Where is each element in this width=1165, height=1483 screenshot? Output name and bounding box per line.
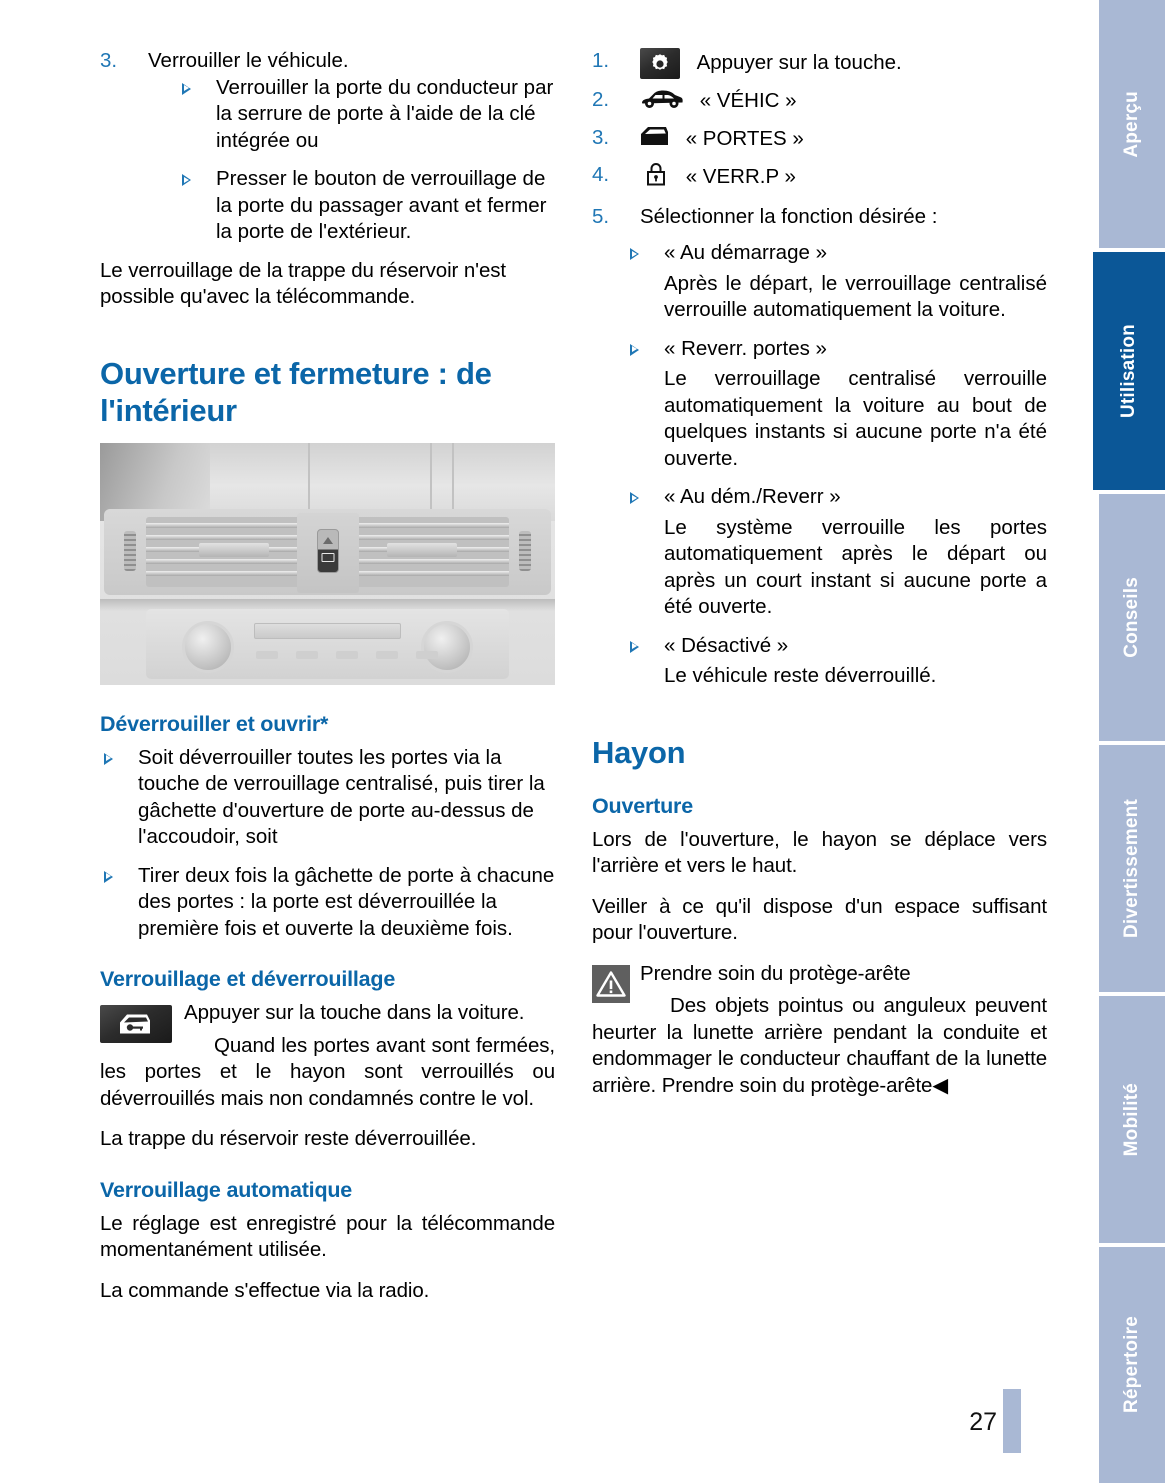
triangle-bullet-icon — [630, 344, 639, 356]
unlock-open-bullets — [100, 745, 555, 943]
section-heading-unlock-open: Déverrouiller et ouvrir* — [100, 711, 329, 736]
central-lock-housing — [297, 513, 359, 593]
step-sub-bullets — [174, 75, 555, 246]
list-item — [174, 166, 555, 246]
triangle-bullet-icon — [630, 248, 639, 260]
vent-thumbwheel — [124, 531, 136, 571]
step-text: « PORTES » — [685, 126, 804, 150]
option-label: « Désactivé » — [664, 633, 789, 657]
step-number: 3. — [100, 49, 118, 72]
control-knob — [182, 621, 234, 673]
gear-button-icon — [640, 48, 680, 79]
sidebar-item-label: Divertissement — [1121, 798, 1142, 939]
car-door-lock-button-icon — [100, 1005, 172, 1043]
list-item-text: Tirer deux fois la gâchette de porte à chacune des portes : la porte est déverrouillée la première fois et ouverte la deuxième fois. — [138, 863, 555, 940]
triangle-bullet-icon — [630, 641, 639, 653]
list-item — [622, 633, 1047, 690]
lock-unlock-text-1: Appuyer sur la touche dans la voiture. — [184, 1001, 525, 1024]
lock-unlock-block — [100, 1000, 555, 1126]
step-text: Appuyer sur la touche. — [696, 50, 902, 74]
tailgate-text-1: Lors de l'ouverture, le hayon se déplace vers l'arrière et vers le haut. — [592, 827, 1047, 877]
left-column — [100, 48, 555, 1318]
numbered-steps-right — [592, 48, 1047, 230]
list-item — [622, 484, 1047, 621]
sidebar-item-label: Mobilité — [1121, 1082, 1142, 1157]
numbered-steps-left — [100, 48, 555, 246]
list-item — [622, 240, 1047, 324]
list-item — [100, 745, 555, 851]
sidebar-item-label: Conseils — [1121, 577, 1142, 658]
radio-display — [254, 623, 401, 639]
step-item — [592, 204, 1047, 231]
section-heading-auto-lock: Verrouillage automatique — [100, 1177, 353, 1202]
triangle-bullet-icon — [630, 492, 639, 504]
option-description: Le verrouillage centralisé verrouille automatiquement la voiture au bout de quelques instants si aucune porte n'a été ouverte. — [664, 367, 1047, 470]
vent-thumbwheel — [519, 531, 531, 571]
sidebar-item-label: Utilisation — [1118, 323, 1139, 419]
auto-lock-text-2: La commande s'effectue via la radio. — [100, 1278, 430, 1302]
option-description: Le système verrouille les portes automatiquement après le départ ou après un court instant si aucune porte a été ouverte. — [664, 515, 1047, 618]
step-item — [592, 162, 1047, 194]
sidebar-item-utilisation[interactable] — [1093, 252, 1165, 490]
sidebar-item-conseils[interactable] — [1099, 494, 1165, 741]
sidebar-item-repertoire[interactable] — [1099, 1247, 1165, 1483]
warning-body: Des objets pointus ou anguleux peuvent heurter la lunette arrière pendant la conduite et endommager le conducteur chauffant de la lunette arrière. Prendre soin du protège-arête◀ — [592, 994, 1047, 1097]
step-text: Sélectionner la fonction désirée : — [640, 204, 938, 228]
option-description: Le véhicule reste déverrouillé. — [664, 664, 937, 687]
sidebar-item-label: Aperçu — [1121, 90, 1142, 158]
auto-lock-text-1: Le réglage est enregistré pour la télécommande momentanément utilisée. — [100, 1211, 555, 1261]
list-item-text: Presser le bouton de verrouillage de la porte du passager avant et fermer la porte de l'extérieur. — [216, 167, 547, 243]
step-text: Verrouiller le véhicule. — [148, 49, 349, 72]
car-door-icon — [640, 125, 670, 155]
step-item — [100, 48, 555, 246]
option-description: Après le départ, le verrouillage centralisé verrouille automatiquement la voiture. — [664, 271, 1047, 321]
sidebar-item-label: Répertoire — [1121, 1316, 1142, 1414]
page-title-tailgate: Hayon — [592, 734, 686, 770]
section-heading-lock-unlock: Verrouillage et déverrouillage — [100, 967, 396, 991]
triangle-bullet-icon — [104, 871, 113, 883]
warning-title: Prendre soin du protège-arête — [640, 961, 911, 985]
option-label: « Au dém./Reverr » — [664, 485, 841, 508]
central-locking-button-photo — [317, 529, 339, 573]
step-item — [592, 125, 1047, 155]
list-item — [622, 336, 1047, 473]
dashboard-center-console-photo — [100, 443, 555, 685]
air-vent-left — [146, 517, 321, 587]
padlock-icon — [646, 162, 666, 194]
step-number: 1. — [592, 49, 610, 72]
warning-triangle-icon — [592, 965, 630, 1003]
sidebar-tabs — [1093, 0, 1165, 1483]
right-column — [592, 48, 1047, 1113]
sidebar-item-apercu[interactable] — [1099, 0, 1165, 248]
step-number: 3. — [592, 125, 610, 149]
list-item-text: Soit déverrouiller toutes les portes via la touche de verrouillage centralisé, puis tirer la gâchette d'ouverture de porte au-dessus de l'accoudoir, soit — [138, 745, 545, 848]
page-number: 27 — [969, 1408, 997, 1436]
list-item-text: Verrouiller la porte du conducteur par la serrure de porte à l'aide de la clé intégrée ou — [216, 75, 554, 152]
triangle-bullet-icon — [182, 174, 191, 186]
step-item — [592, 48, 1047, 79]
option-label: « Au démarrage » — [664, 241, 827, 264]
radio-climate-panel — [146, 609, 509, 679]
step-text: « VERR.P » — [685, 165, 796, 189]
triangle-bullet-icon — [182, 83, 191, 95]
air-vent-right — [334, 517, 509, 587]
step-number: 2. — [592, 88, 610, 111]
sidebar-item-mobilite[interactable] — [1099, 996, 1165, 1243]
step-number: 4. — [592, 163, 610, 186]
triangle-bullet-icon — [104, 753, 113, 765]
page-title-interior: Ouverture et fermeture : de l'intérieur — [100, 355, 492, 428]
sidebar-item-divertissement[interactable] — [1099, 745, 1165, 992]
tailgate-text-2: Veiller à ce qu'il dispose d'un espace suffisant pour l'ouverture. — [592, 894, 1047, 944]
option-label: « Reverr. portes » — [664, 336, 827, 360]
lock-options-list — [622, 240, 1047, 690]
warning-block — [592, 961, 1047, 1114]
control-knob — [421, 621, 473, 673]
step-item — [592, 87, 1047, 117]
section-heading-opening: Ouverture — [592, 793, 693, 818]
page-number-bar — [1003, 1389, 1021, 1453]
step-number: 5. — [592, 204, 610, 228]
fuel-flap-paragraph: Le verrouillage de la trappe du réservoir n'est possible qu'avec la télécommande. — [100, 258, 507, 308]
car-silhouette-icon — [640, 87, 684, 117]
step-text: « VÉHIC » — [699, 89, 797, 113]
list-item — [100, 863, 555, 943]
list-item — [174, 75, 555, 155]
lock-unlock-text-2: Quand les portes avant sont fermées, les portes et le hayon sont verrouillés ou déverrouillés mais non condamnés contre le vol. — [100, 1033, 555, 1110]
lock-unlock-text-3: La trappe du réservoir reste déverrouillée. — [100, 1127, 477, 1150]
